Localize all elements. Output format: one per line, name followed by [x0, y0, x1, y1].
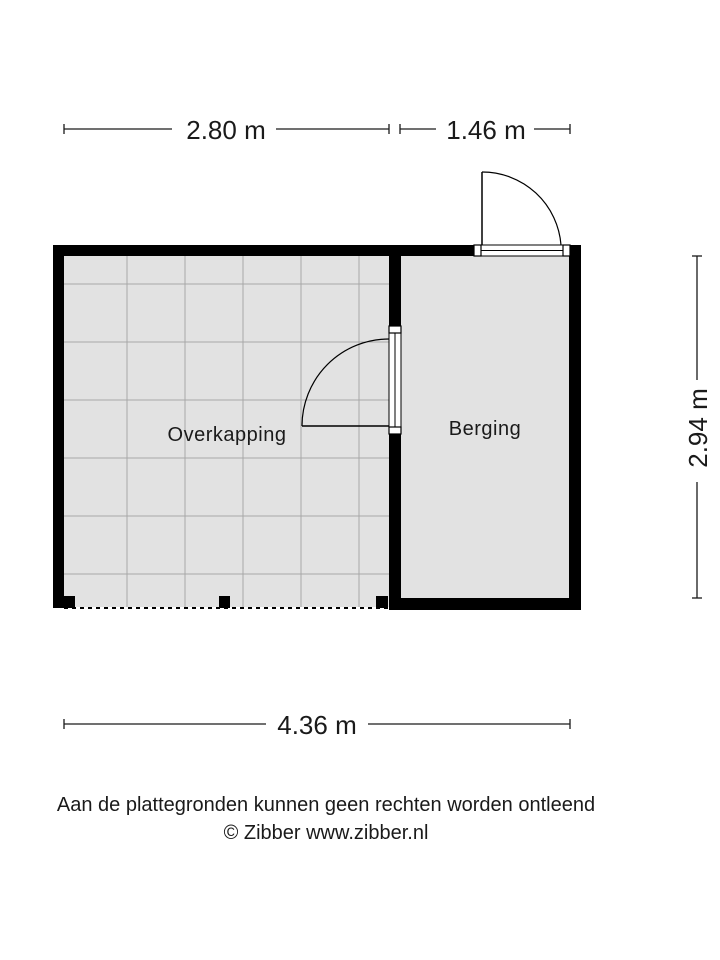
copyright-text: © Zibber www.zibber.nl	[223, 822, 429, 844]
exterior-door	[474, 172, 570, 256]
wall-right	[569, 245, 581, 610]
wall-partition-upper	[389, 245, 401, 327]
dimension-label-top-right: 1.46 m	[446, 115, 526, 145]
dimension-label-top-left: 2.80 m	[186, 115, 266, 145]
post-right	[376, 596, 388, 608]
room-label-berging: Berging	[448, 418, 522, 440]
dimension-label-right: 2.94 m	[683, 388, 713, 468]
wall-left	[53, 245, 64, 608]
dimension-label-bottom: 4.36 m	[277, 710, 357, 740]
wall-partition-lower	[389, 433, 401, 610]
room-label-overkapping: Overkapping	[167, 424, 287, 446]
post-left	[63, 596, 75, 608]
wall-top	[53, 245, 476, 256]
wall-bottom-berging	[389, 598, 581, 610]
disclaimer-text: Aan de plattegronden kunnen geen rechten worden ontleend	[56, 794, 596, 816]
post-middle	[219, 596, 230, 608]
